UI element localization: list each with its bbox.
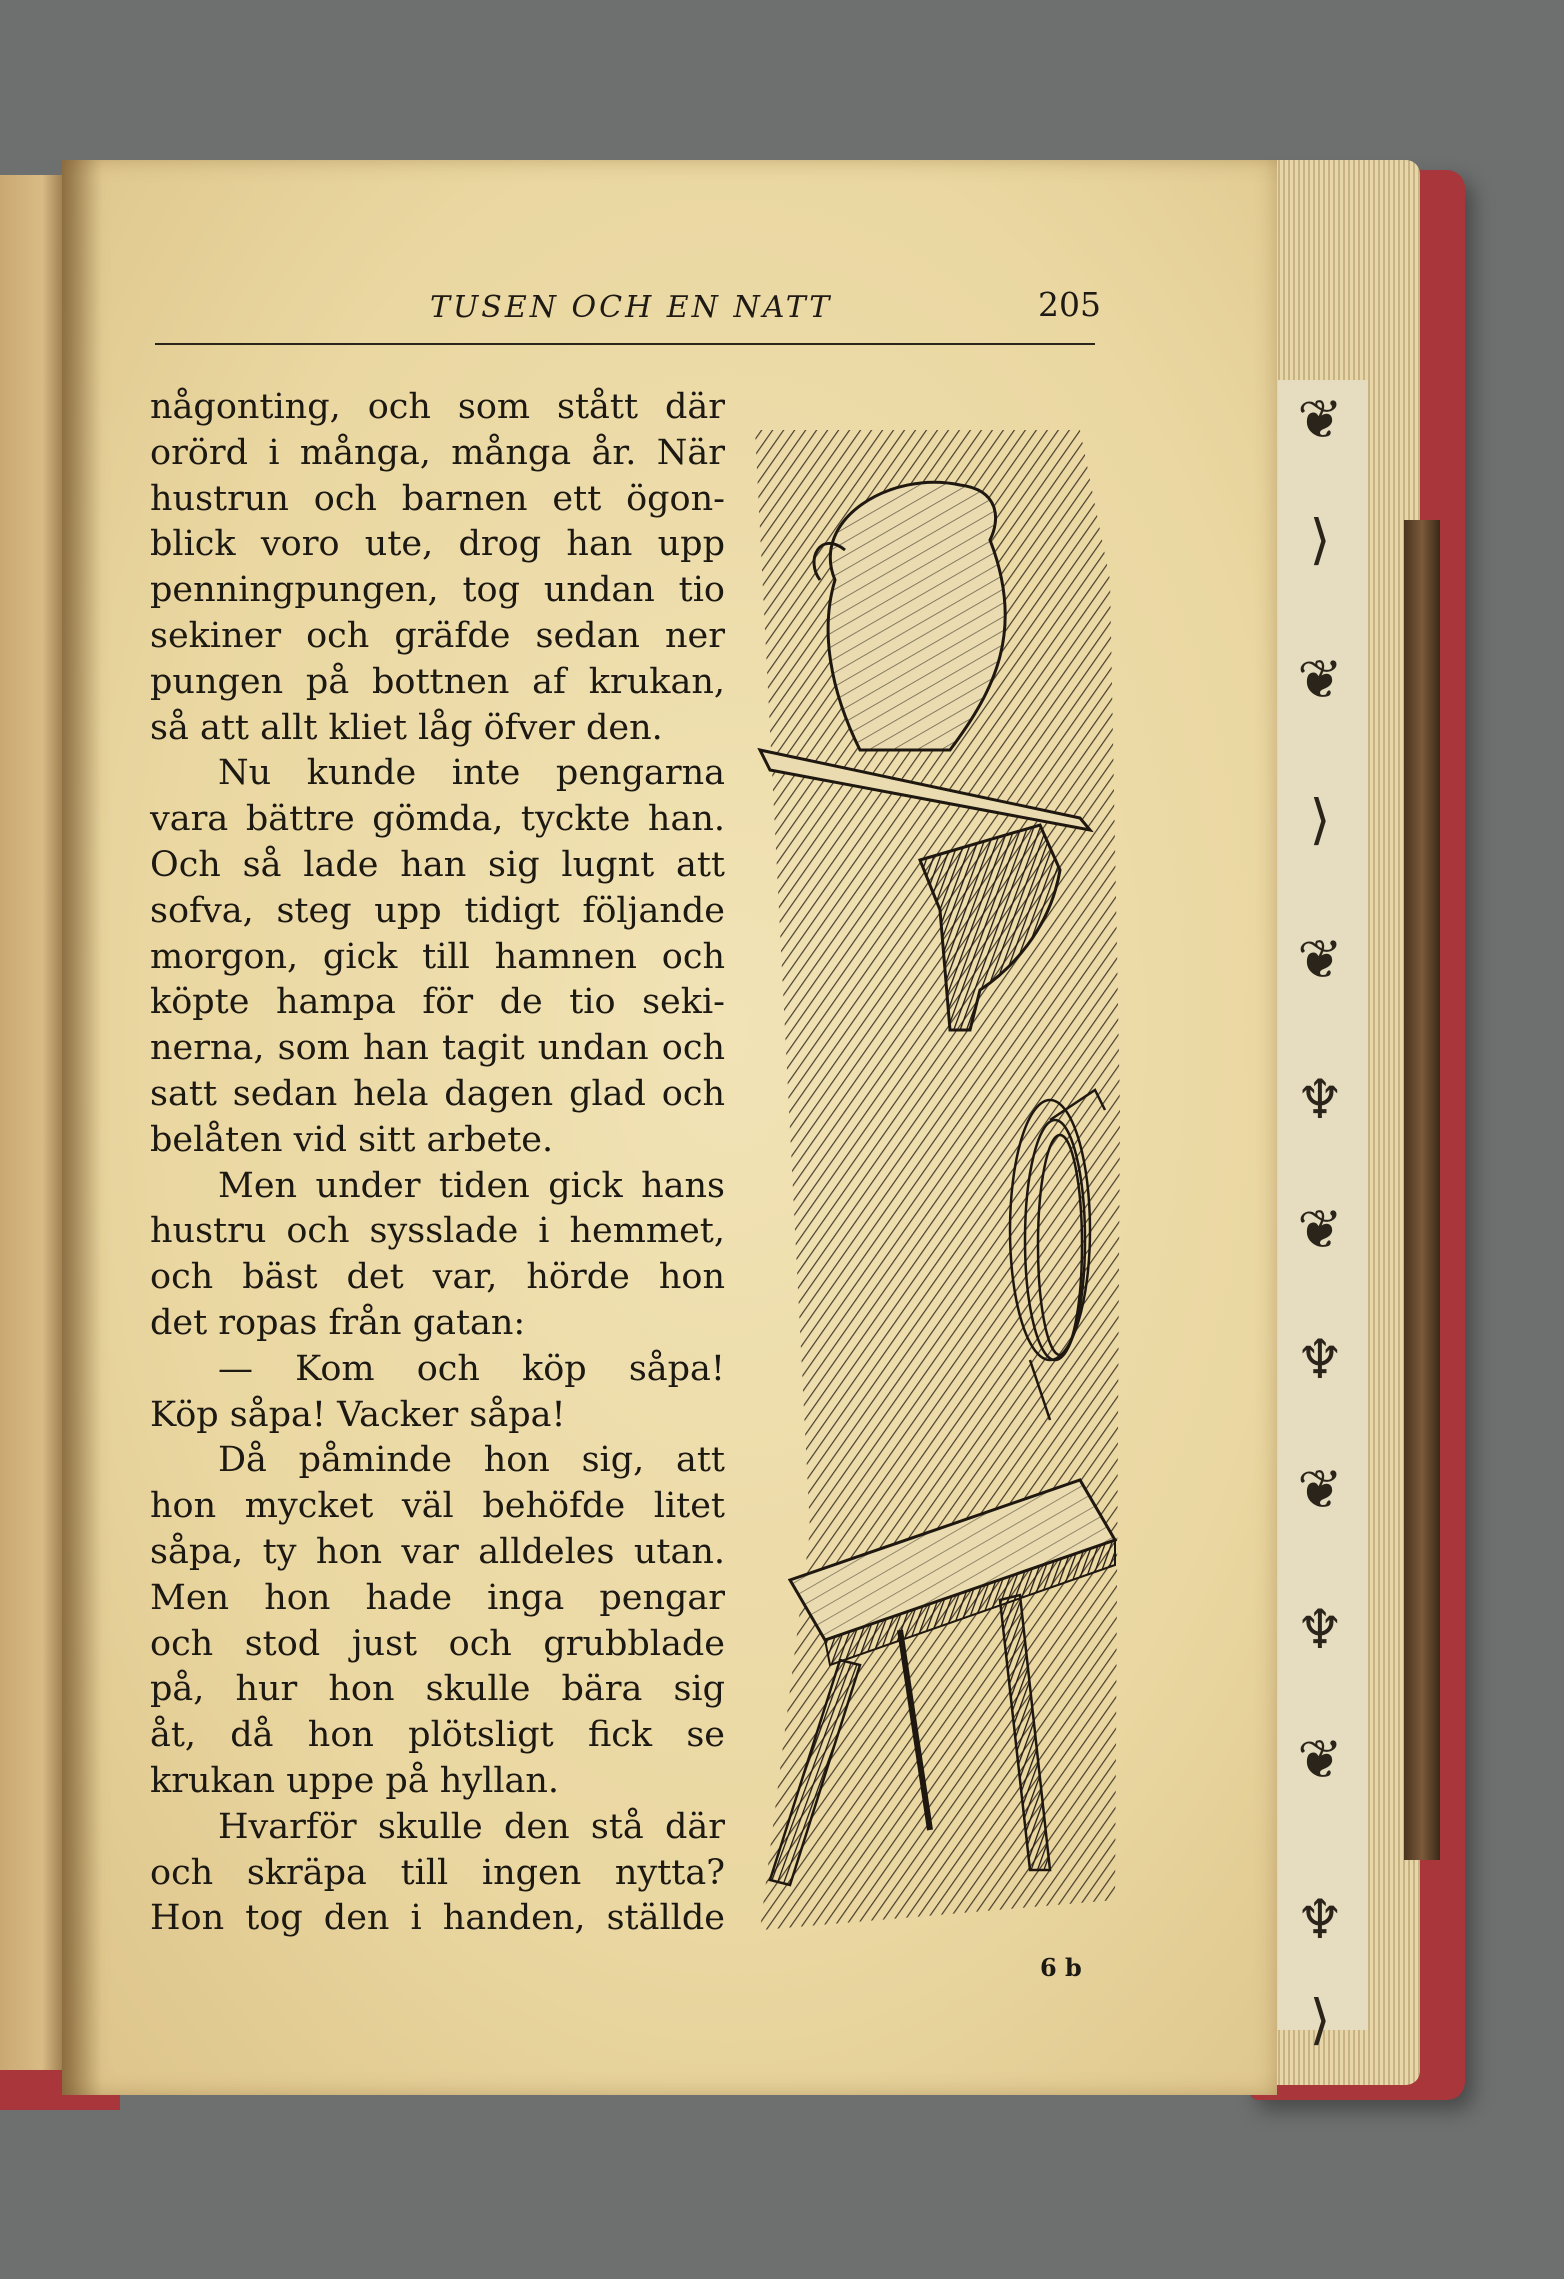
text-line: belåten vid sitt arbete.: [150, 1119, 554, 1160]
leaf-icon: ♆: [1295, 1068, 1345, 1131]
text-line: Då påminde hon sig, att: [218, 1440, 725, 1481]
jar-drawing: [814, 482, 1005, 750]
text-line: och bäst det var, hörde hon: [150, 1257, 725, 1298]
text-line: pungen på bottnen af krukan,: [150, 661, 725, 702]
text-line: och skräpa till ingen nytta?: [150, 1852, 725, 1893]
text-line: penningpungen, tog undan tio: [150, 570, 725, 611]
leaf-icon: ❦: [1297, 648, 1343, 711]
text-line: Köp såpa! Vacker såpa!: [150, 1394, 566, 1435]
text-line: Men hon hade inga pengar: [150, 1577, 725, 1618]
text-line: Men under tiden gick hans: [218, 1165, 725, 1206]
leaf-icon: ❦: [1297, 1458, 1343, 1521]
book-edge-dark: [1404, 520, 1440, 1860]
leaf-icon: ⟩: [1309, 1988, 1331, 2051]
text-line: blick voro ute, drog han upp: [150, 524, 725, 565]
header-rule: [155, 343, 1095, 345]
leaf-icon: ❦: [1297, 388, 1343, 451]
text-line: hon mycket väl behöfde litet: [150, 1486, 725, 1527]
text-line: Hvarför skulle den stå där: [218, 1806, 725, 1847]
text-line: hustrun och barnen ett ögon-: [150, 478, 725, 519]
text-line: Och så lade han sig lugnt att: [150, 844, 725, 885]
leaf-icon: ❦: [1297, 1728, 1343, 1791]
text-line: så att allt kliet låg öfver den.: [150, 707, 663, 748]
leaf-icon: ⟩: [1309, 508, 1331, 571]
text-line: det ropas från gatan:: [150, 1302, 526, 1343]
page-number: 205: [1038, 285, 1101, 324]
leaf-icon: ♆: [1295, 1888, 1345, 1951]
text-line: orörd i många, många år. När: [150, 432, 725, 473]
running-title: TUSEN OCH EN NATT: [430, 290, 833, 325]
leaf-icon: ♆: [1295, 1328, 1345, 1391]
text-line: Nu kunde inte pengarna: [218, 753, 725, 794]
text-line: Hon tog den i handen, ställde: [150, 1898, 725, 1939]
text-line: nerna, som han tagit undan och: [150, 1028, 725, 1069]
text-line: sekiner och gräfde sedan ner: [150, 615, 725, 656]
text-line: morgon, gick till hamnen och: [150, 936, 725, 977]
text-line: krukan uppe på hyllan.: [150, 1760, 560, 1801]
leaf-icon: ♆: [1295, 1598, 1345, 1661]
text-line: på, hur hon skulle bära sig: [150, 1669, 725, 1710]
body-text: [150, 385, 725, 1942]
text-line: och stod just och grubblade: [150, 1623, 725, 1664]
text-line: hustru och sysslade i hemmet,: [150, 1211, 725, 1252]
printer-signature: 6 b: [1040, 1953, 1082, 1982]
text-line: satt sedan hela dagen glad och: [150, 1073, 725, 1114]
leaf-icon: ⟩: [1309, 788, 1331, 851]
text-line: köpte hampa för de tio seki-: [150, 982, 725, 1023]
text-line: sofva, steg upp tidigt följande: [150, 890, 725, 931]
text-line: någonting, och som stått där: [150, 387, 725, 427]
leaf-icon: ❦: [1297, 928, 1343, 991]
text-line: åt, då hon plötsligt fick se: [150, 1715, 725, 1756]
gutter-shadow: [62, 160, 102, 2095]
text-line: såpa, ty hon var alldeles utan.: [150, 1531, 725, 1572]
text-line: — Kom och köp såpa!: [218, 1348, 725, 1389]
facing-page-edge: [0, 175, 70, 2095]
engraving-illustration: [750, 430, 1120, 1930]
text-line: vara bättre gömda, tyckte han.: [150, 799, 725, 840]
leaf-icon: ❦: [1297, 1198, 1343, 1261]
